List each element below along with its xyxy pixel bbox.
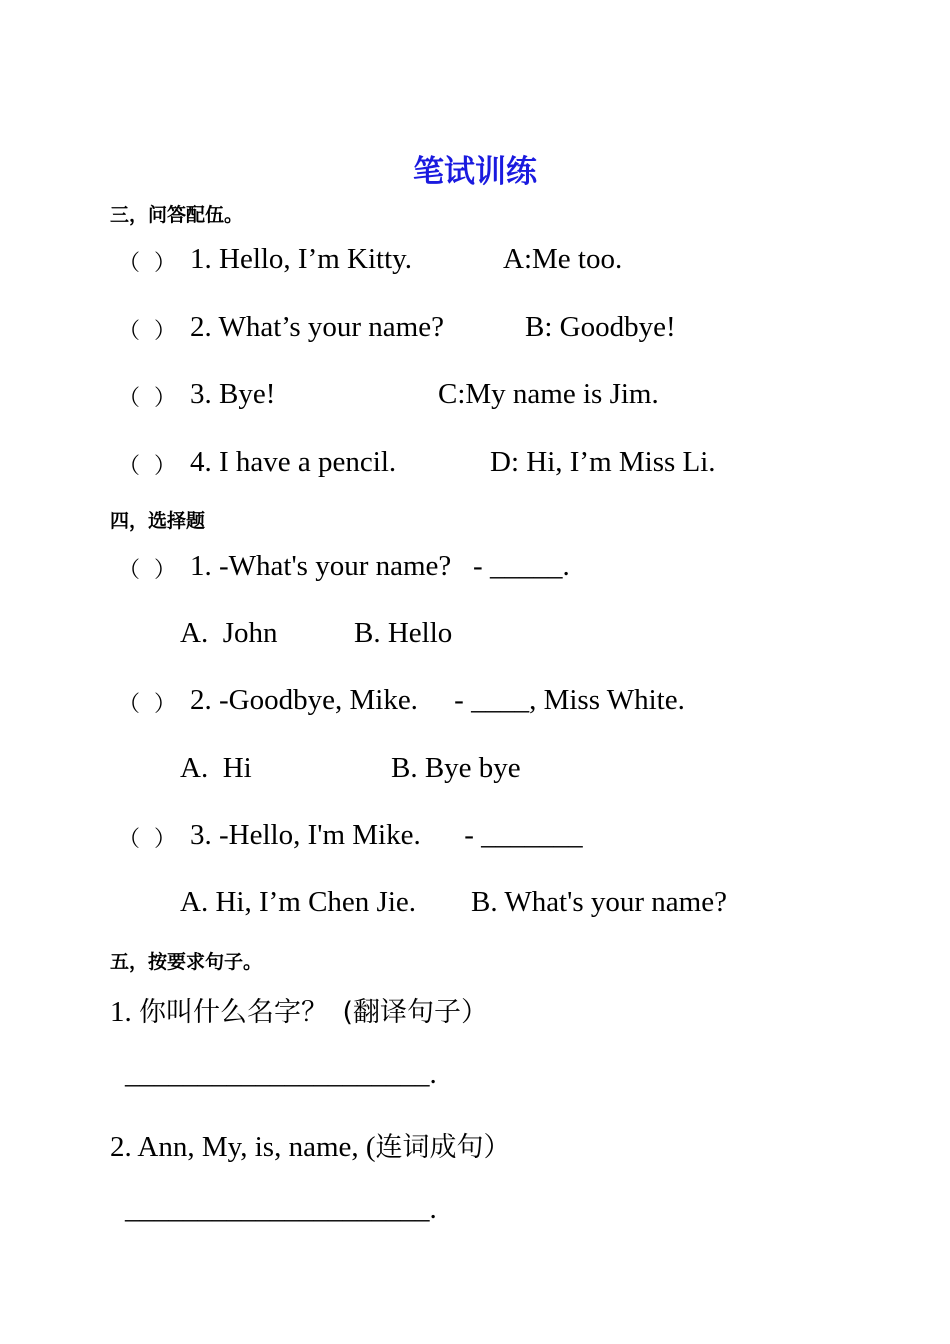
option-a: A. Hi [180,752,252,784]
answer-paren: （ ） [118,692,176,717]
match-question: 2. What’s your name? [190,311,444,343]
reorder-question [110,1125,511,1164]
match-question: 1. Hello, I’m Kitty. [190,243,413,275]
match-answer: C:My name is Jim. [438,378,659,410]
instruction-hint: (翻译句子） [342,997,489,1028]
match-question: 3. Bye! [190,378,276,410]
option-a: A. Hi, I’m Chen Jie. [180,886,416,918]
answer-paren: （ ） [118,319,176,344]
word-list: 2. Ann, My, is, name, ( [110,1131,376,1163]
answer-blank-1: _____________________. [125,1058,437,1090]
answer-paren: （ ） [118,386,176,411]
option-b: B. What's your name? [471,886,727,918]
translate-question [110,990,488,1029]
chinese-sentence: 你叫什么名字？ [139,997,328,1028]
match-question: 4. I have a pencil. [190,446,397,478]
choice-question: 1. -What's your name? - _____. [190,550,570,582]
choice-question: 2. -Goodbye, Mike. - ____, Miss White. [190,684,685,716]
match-answer: D: Hi, I’m Miss Li. [490,446,716,478]
answer-blank-2: _____________________. [125,1193,437,1225]
option-b: B. Bye bye [391,752,521,784]
answer-paren: （ ） [118,827,176,852]
choice-question: 3. -Hello, I'm Mike. - _______ [190,819,583,851]
section-4-heading: 四，选择题 [110,510,206,532]
instruction-hint: 连词成句） [375,1132,511,1163]
page-title: 笔试训练 [413,154,537,190]
match-answer: A:Me too. [503,243,623,275]
option-b: B. Hello [354,617,453,649]
answer-paren: （ ） [118,558,176,583]
answer-paren: （ ） [118,251,176,276]
option-a: A. John [180,617,278,649]
question-number: 1. [110,996,132,1028]
section-3-heading: 三，问答配伍。 [110,204,244,226]
answer-paren: （ ） [118,454,176,479]
section-5-heading: 五，按要求句子。 [110,951,263,973]
match-answer: B: Goodbye! [525,311,676,343]
